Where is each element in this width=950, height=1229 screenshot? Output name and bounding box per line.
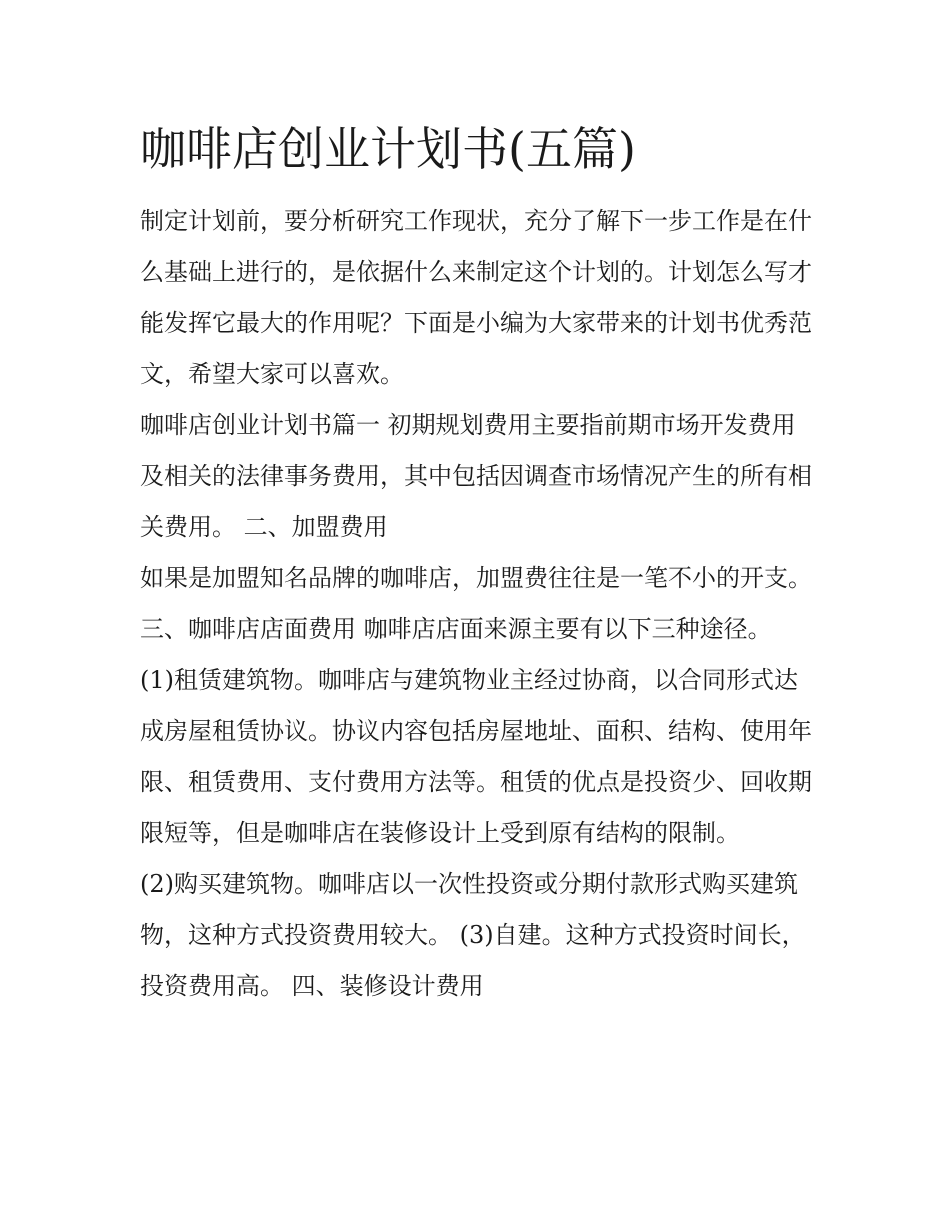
paragraph-lease: (1)租赁建筑物。咖啡店与建筑物业主经过协商，以合同形式达成房屋租赁协议。协议内容包括房屋地址、面积、结构、使用年限、租赁费用、支付费用方法等。租赁的优点是投资少、回收期限短等，但是咖啡店在装修设计上受到原有结构的限制。 [140,666,812,847]
paragraph-initial-costs: 咖啡店创业计划书篇一 初期规划费用主要指前期市场开发费用及相关的法律事务费用，其中包括因调查市场情况产生的所有相关费用。 二、加盟费用 [140,411,812,541]
document-title: 咖啡店创业计划书(五篇) [140,122,636,176]
paragraph-purchase-build: (2)购买建筑物。咖啡店以一次性投资或分期付款形式购买建筑物，这种方式投资费用较大。 (3)自建。这种方式投资时间长，投资费用高。 四、装修设计费用 [140,870,806,1000]
document-page [140,118,812,1012]
paragraph-intro: 制定计划前，要分析研究工作现状，充分了解下一步工作是在什么基础上进行的，是依据什么来制定这个计划的。计划怎么写才能发挥它最大的作用呢？下面是小编为大家带来的计划书优秀范文，希望大家可以喜欢。 [140,207,812,388]
paragraph-franchise-costs: 如果是加盟知名品牌的咖啡店，加盟费往往是一笔不小的开支。 三、咖啡店店面费用 咖啡店店面来源主要有以下三种途径。 [140,564,812,643]
